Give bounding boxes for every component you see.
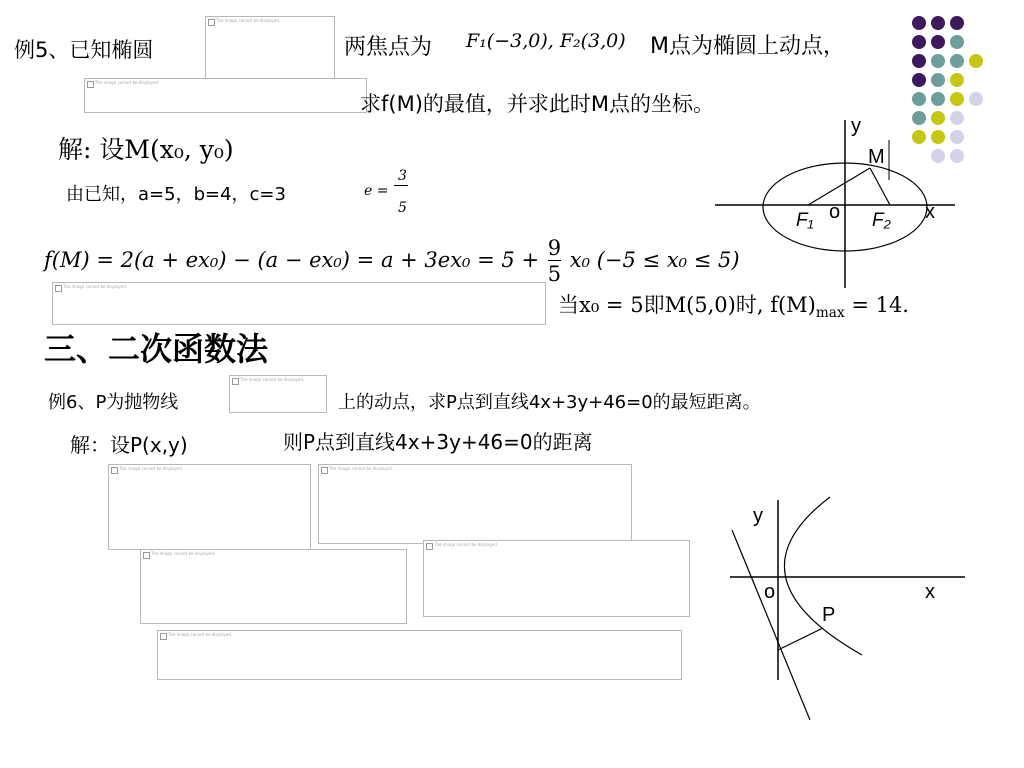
minimum-value-image: The image cannot be displayed. [423, 540, 690, 617]
x-label: x [925, 581, 935, 603]
point-m-label: M [868, 146, 885, 168]
decorative-dot [912, 16, 926, 30]
ellipse-diagram [700, 110, 970, 290]
decorative-dot [912, 35, 926, 49]
broken-image-icon [232, 378, 239, 385]
broken-image-icon [143, 552, 150, 559]
decorative-dot [931, 54, 945, 68]
decorative-dot [912, 92, 926, 106]
example5-known-values: 由已知，a=5，b=4，c=3 [66, 184, 286, 205]
decorative-dot [950, 54, 964, 68]
ellipse-equation-image: The image cannot be displayed. [205, 16, 335, 86]
example5-foci: F₁(−3,0), F₂(3,0) [466, 30, 626, 52]
example5-question: 求f(M)的最值，并求此时M点的坐标。 [360, 92, 715, 116]
function-definition-image: The image cannot be displayed. [84, 78, 367, 113]
parabola-diagram [720, 490, 980, 730]
decorative-dot [912, 73, 926, 87]
line-4x-3y-46 [732, 530, 810, 720]
example6-distance-text: 则P点到直线4x+3y+46=0的距离 [283, 430, 593, 454]
broken-image-icon [208, 19, 215, 26]
parabola-equation-image: The image cannot be displayed. [229, 375, 327, 413]
parabola-substitution-image: The image cannot be displayed. [108, 464, 311, 550]
decorative-dot [950, 16, 964, 30]
decorative-dot [950, 73, 964, 87]
perpendicular-segment [778, 628, 823, 650]
decorative-dot [931, 73, 945, 87]
broken-image-icon [111, 467, 118, 474]
y-label: y [851, 115, 861, 137]
x-label: x [925, 201, 935, 223]
max-min-derivation-image: The image cannot be displayed. [52, 282, 546, 325]
example5-intro: 例5、已知椭圆 [14, 38, 154, 62]
parabola-curve [784, 497, 862, 655]
focal-segment-2 [870, 168, 890, 205]
y-label: y [753, 505, 763, 527]
example5-foci-prefix: 两焦点为 [344, 35, 433, 60]
quadratic-expression-image: The image cannot be displayed. [140, 549, 407, 624]
decorative-dot [912, 54, 926, 68]
origin-label: o [764, 581, 776, 603]
example6-solution-setup: 解：设P(x,y) [70, 433, 188, 457]
decorative-dot [931, 35, 945, 49]
decorative-dot [950, 35, 964, 49]
decorative-dot [969, 54, 983, 68]
broken-image-icon [87, 81, 94, 88]
example5-solution-setup: 解: 设M(x₀, y₀) [58, 135, 234, 164]
f1-label: F₁ [796, 210, 814, 231]
example6-question: 上的动点，求P点到直线4x+3y+46=0的最短距离。 [338, 392, 761, 413]
broken-image-icon [426, 543, 433, 550]
broken-image-icon [55, 285, 62, 292]
final-answer-image: The image cannot be displayed. [157, 630, 682, 680]
focal-segment-1 [808, 168, 870, 205]
point-p-label: P [822, 604, 836, 626]
origin-label: o [829, 201, 841, 223]
example5-conclusion: 当x₀ = 5即M(5,0)时, $f(M)_{max} = 14$. [558, 293, 909, 322]
example6-intro: 例6、P为抛物线 [48, 392, 179, 413]
f2-label: F₂ [872, 210, 891, 231]
broken-image-icon [321, 467, 328, 474]
decorative-dot [931, 16, 945, 30]
example5-line1-end: M点为椭圆上动点， [650, 34, 845, 59]
example5-formula: f(M) = 2(a + ex₀) − (a − ex₀) = a + 3ex₀ = 5 + $\frac{9}{5}$ x₀ (−5 ≤ x₀ ≤ 5) [44, 236, 740, 286]
decorative-dot [969, 92, 983, 106]
decorative-dot [931, 92, 945, 106]
decorative-dot [950, 92, 964, 106]
distance-formula-image: The image cannot be displayed. [318, 464, 632, 544]
section-title: 三、二次函数法 [44, 330, 269, 368]
broken-image-icon [160, 633, 167, 640]
